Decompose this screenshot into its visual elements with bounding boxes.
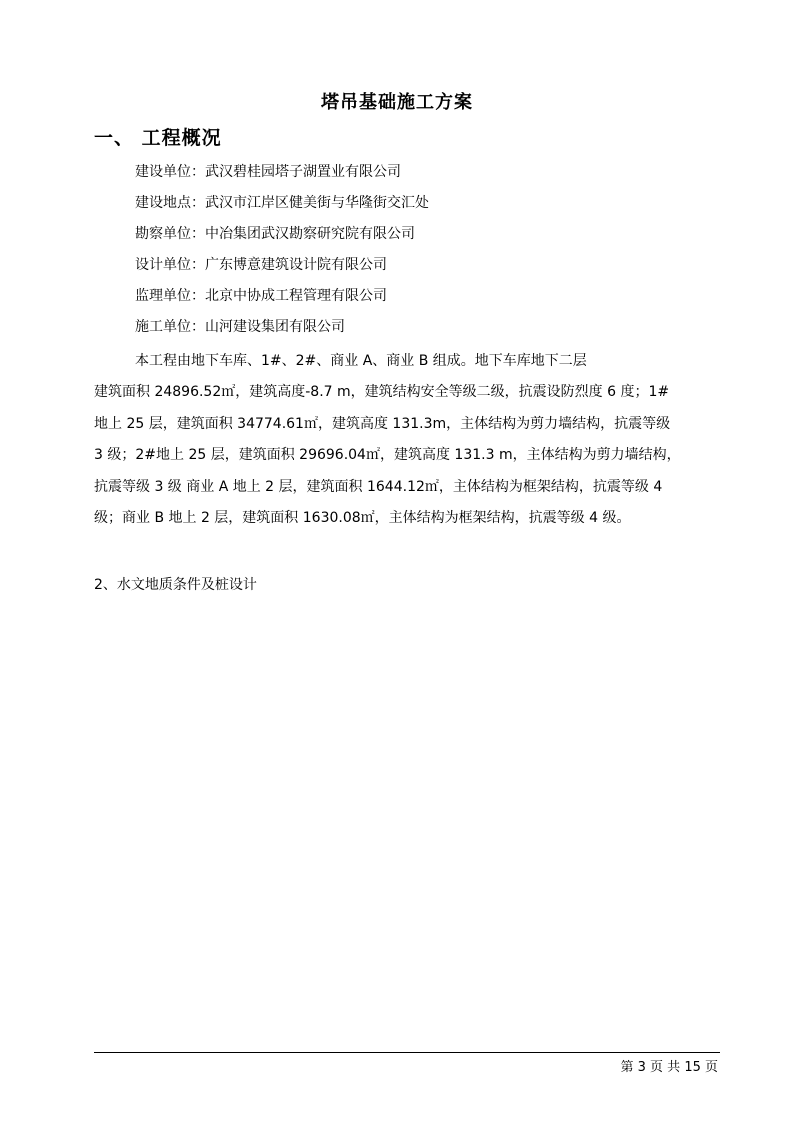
info-construction-unit: 建设单位：武汉碧桂园塔子湖置业有限公司 [135,164,401,180]
paragraph-line: 3 级；2#地上 25 层，建筑面积 29696.04㎡，建筑高度 131.3 m，主体结构为剪力墙结构， [94,447,681,464]
subsection-heading-hydrogeology: 2、水文地质条件及桩设计 [94,577,257,593]
paragraph-line: 抗震等级 3 级 商业 A 地上 2 层，建筑面积 1644.12㎡，主体结构为框架结构，抗震等级 4 [94,478,663,495]
paragraph-line: 建筑面积 24896.52㎡，建筑高度-8.7 m，建筑结构安全等级二级，抗震设防烈度 6 度；1# [94,384,670,401]
document-title: 塔吊基础施工方案 [321,92,473,113]
info-contractor-unit: 施工单位：山河建设集团有限公司 [135,319,345,335]
project-description-paragraph [94,346,724,534]
footer-divider [94,1052,720,1053]
paragraph-line: 级；商业 B 地上 2 层，建筑面积 1630.08㎡，主体结构为框架结构，抗震等级 4 级。 [94,510,631,527]
info-construction-location: 建设地点：武汉市江岸区健美街与华隆街交汇处 [135,195,429,211]
paragraph-line: 地上 25 层，建筑面积 34774.61㎡，建筑高度 131.3m，主体结构为剪力墙结构，抗震等级 [94,415,671,432]
page-number-label: 第 3 页 共 15 页 [620,1060,718,1075]
info-survey-unit: 勘察单位：中冶集团武汉勘察研究院有限公司 [135,226,415,242]
info-supervision-unit: 监理单位：北京中协成工程管理有限公司 [135,288,387,304]
section-heading-project-overview: 一、 工程概况 [94,127,222,149]
paragraph-line: 本工程由地下车库、1#、2#、商业 A、商业 B 组成。地下车库地下二层 [135,353,587,369]
project-info-list [135,159,429,345]
info-design-unit: 设计单位：广东博意建筑设计院有限公司 [135,257,387,273]
